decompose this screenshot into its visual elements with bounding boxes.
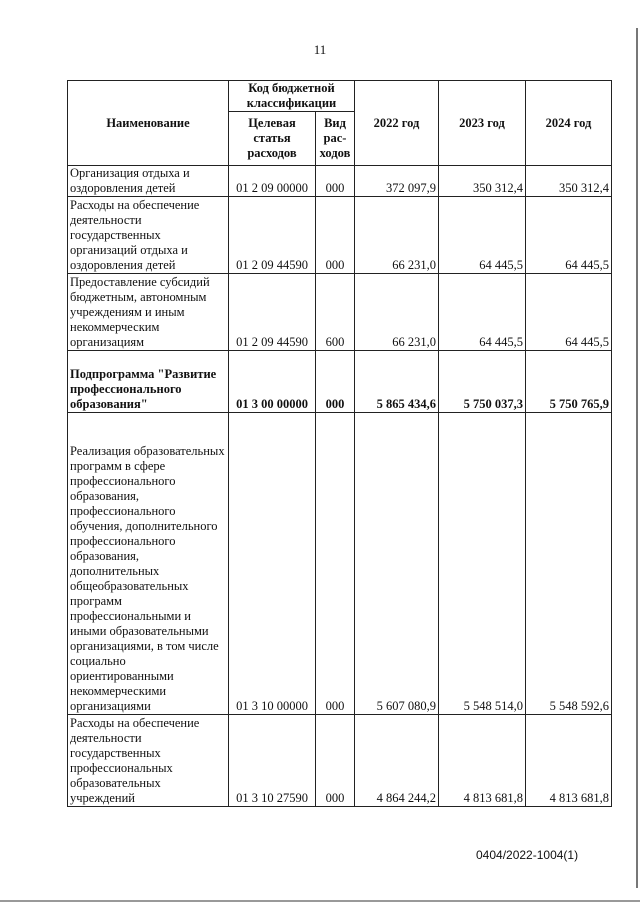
row-value-2022: 5 865 434,6 <box>355 351 439 413</box>
row-name: Подпрограмма "Развитие профессионального образования" <box>68 351 229 413</box>
table-row-subprogram <box>68 351 612 413</box>
table-row <box>68 274 612 351</box>
row-value-2024: 5 548 592,6 <box>526 413 612 715</box>
row-value-2022: 4 864 244,2 <box>355 715 439 807</box>
document-code: 0404/2022-1004(1) <box>476 848 579 862</box>
row-value-2024: 350 312,4 <box>526 166 612 197</box>
header-name: Наименование <box>68 81 229 166</box>
row-target-code: 01 2 09 44590 <box>229 197 316 274</box>
page-number: 11 <box>313 42 327 57</box>
row-expense-kind: 000 <box>316 166 355 197</box>
header-year-2023: 2023 год <box>439 81 526 166</box>
row-target-code: 01 3 00 00000 <box>229 351 316 413</box>
row-expense-kind: 000 <box>316 197 355 274</box>
row-value-2023: 64 445,5 <box>439 197 526 274</box>
row-expense-kind: 000 <box>316 715 355 807</box>
row-value-2022: 372 097,9 <box>355 166 439 197</box>
row-expense-kind: 000 <box>316 351 355 413</box>
scan-edge-right <box>636 28 638 888</box>
row-target-code: 01 3 10 27590 <box>229 715 316 807</box>
row-expense-kind: 000 <box>316 413 355 715</box>
header-year-2022: 2022 год <box>355 81 439 166</box>
row-value-2024: 4 813 681,8 <box>526 715 612 807</box>
row-target-code: 01 3 10 00000 <box>229 413 316 715</box>
header-kbk: Код бюджетной классификации <box>229 81 355 112</box>
row-value-2023: 5 548 514,0 <box>439 413 526 715</box>
row-target-code: 01 2 09 00000 <box>229 166 316 197</box>
budget-table <box>67 80 612 807</box>
row-value-2022: 66 231,0 <box>355 274 439 351</box>
table-row <box>68 715 612 807</box>
row-name: Расходы на обеспечение деятельности государственных профессиональных образовательных учреждений <box>68 715 229 807</box>
scan-edge-bottom <box>0 900 640 902</box>
header-year-2024: 2024 год <box>526 81 612 166</box>
table-row <box>68 197 612 274</box>
row-value-2022: 66 231,0 <box>355 197 439 274</box>
row-expense-kind: 600 <box>316 274 355 351</box>
row-value-2023: 4 813 681,8 <box>439 715 526 807</box>
table-row <box>68 413 612 715</box>
row-value-2024: 64 445,5 <box>526 274 612 351</box>
row-value-2023: 64 445,5 <box>439 274 526 351</box>
header-target-article: Целевая статья расходов <box>229 112 316 166</box>
row-name: Организация отдыха и оздоровления детей <box>68 166 229 197</box>
row-value-2024: 64 445,5 <box>526 197 612 274</box>
row-target-code: 01 2 09 44590 <box>229 274 316 351</box>
table-row <box>68 166 612 197</box>
row-name: Предоставление субсидий бюджетным, автономным учреждениям и иным некоммерческим организациям <box>68 274 229 351</box>
row-name: Расходы на обеспечение деятельности государственных организаций отдыха и оздоровления детей <box>68 197 229 274</box>
row-value-2022: 5 607 080,9 <box>355 413 439 715</box>
row-value-2023: 5 750 037,3 <box>439 351 526 413</box>
row-name: Реализация образовательных программ в сфере профессионального образования, профессионального обучения, дополнительного профессионального образования, дополнительных общеобразовательных программ профессиональными и иными образовательными организациями, в том числе социально ориентированными некоммерческими организациями <box>68 413 229 715</box>
row-value-2023: 350 312,4 <box>439 166 526 197</box>
row-value-2024: 5 750 765,9 <box>526 351 612 413</box>
header-expense-kind: Вид рас-ходов <box>316 112 355 166</box>
